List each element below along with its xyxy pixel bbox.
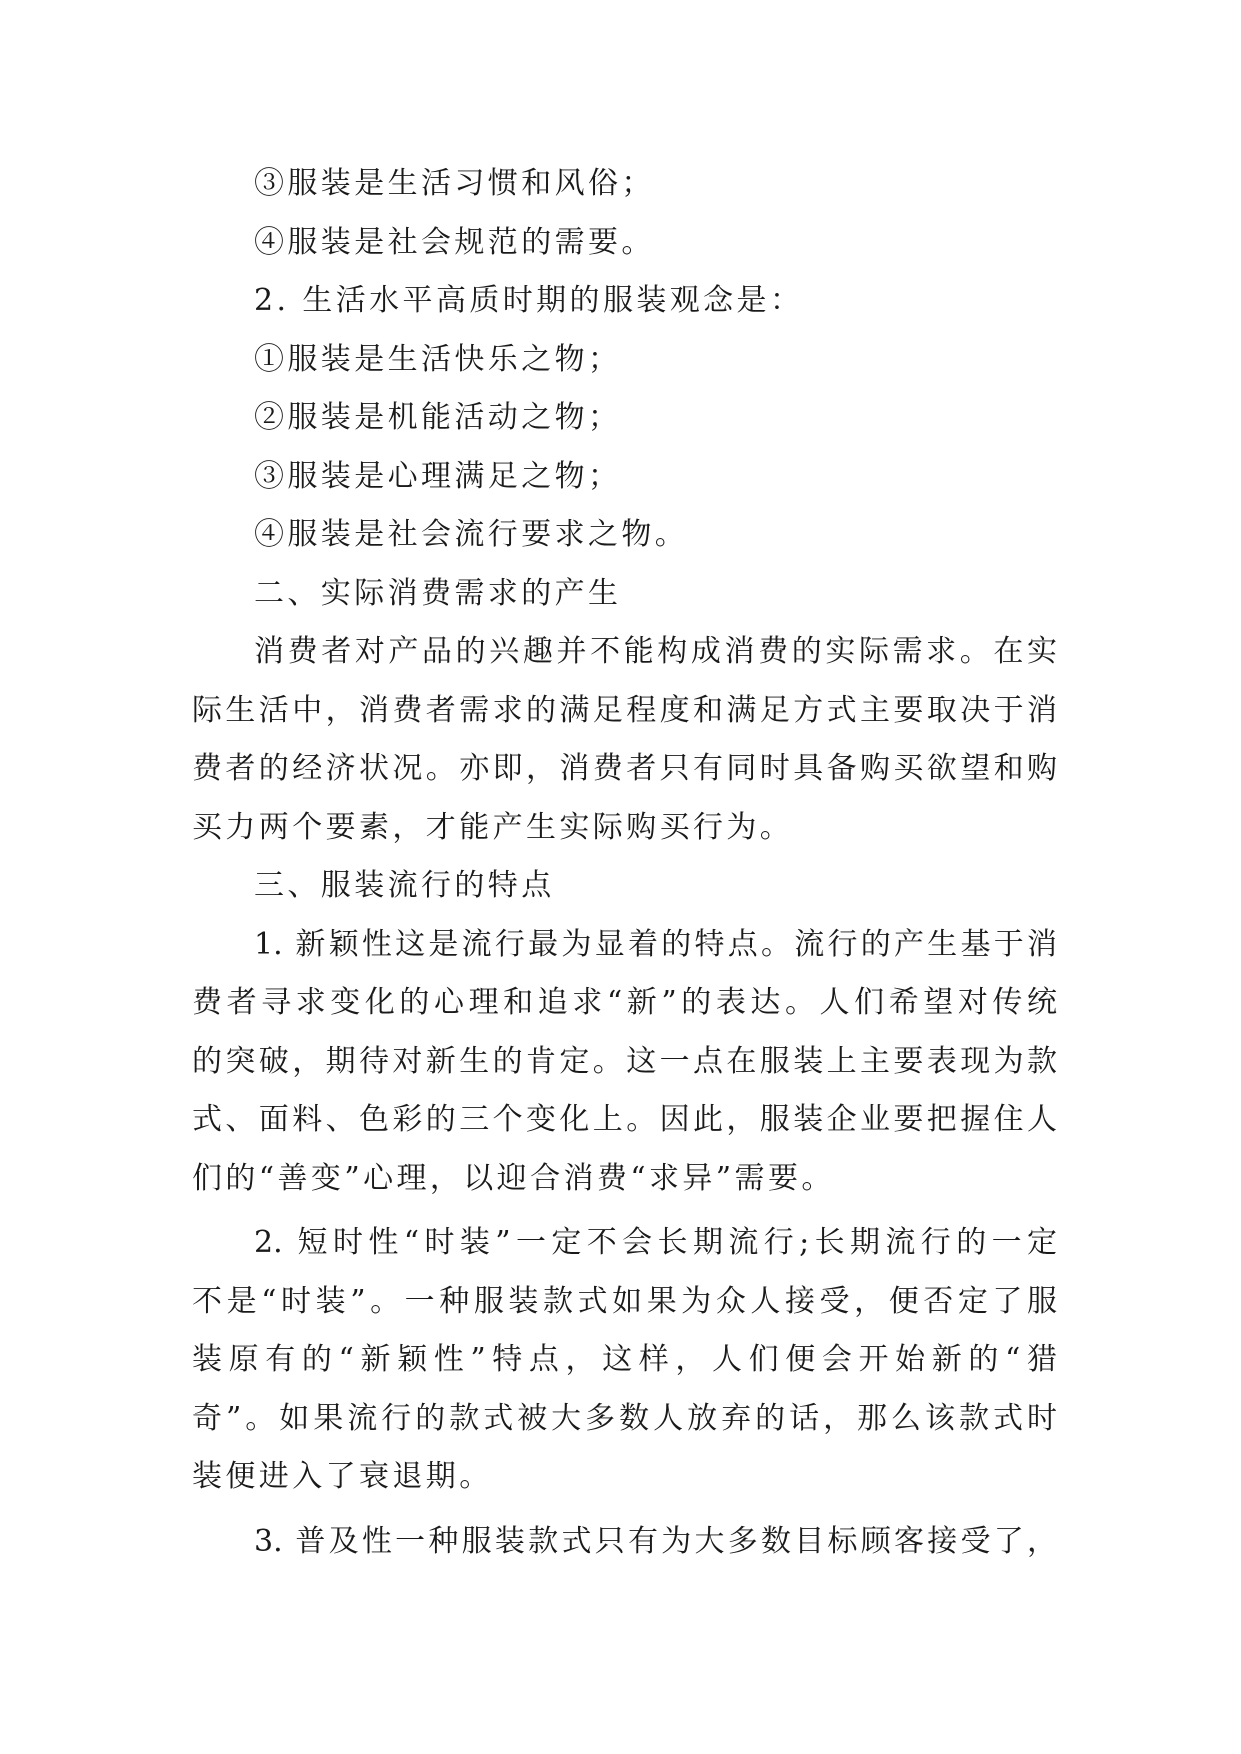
section-subheading: 2. 生活水平高质时期的服装观念是：	[254, 283, 804, 318]
paragraph-line: 不是“时装”。一种服装款式如果为众人接受，便否定了服	[192, 1283, 1057, 1319]
paragraph-line: 费者寻求变化的心理和追求“新”的表达。人们希望对传统	[192, 985, 1057, 1020]
paragraph-line: 买力两个要素，才能产生实际购买行为。	[192, 809, 794, 845]
paragraph-line: 费者的经济状况。亦即，消费者只有同时具备购买欲望和购	[192, 751, 1057, 786]
paragraph-line: 1. 新颖性这是流行最为显着的特点。流行的产生基于消	[254, 926, 1057, 962]
list-item: ④服装是社会规范的需要。	[254, 224, 655, 260]
list-item: ③服装是心理满足之物；	[254, 458, 622, 494]
paragraph-line: 装原有的“新颖性”特点，这样，人们便会开始新的“猎	[192, 1342, 1057, 1377]
paragraph-line: 2. 短时性“时装”一定不会长期流行;长期流行的一定	[254, 1225, 1057, 1260]
list-item: ④服装是社会流行要求之物。	[254, 517, 689, 552]
paragraph-line: 奇”。如果流行的款式被大多数人放弃的话，那么该款式时	[192, 1400, 1057, 1436]
section-heading: 三、服装流行的特点	[254, 868, 555, 903]
paragraph-line: 的突破，期待对新生的肯定。这一点在服装上主要表现为款	[192, 1043, 1057, 1079]
paragraph-line: 装便进入了衰退期。	[192, 1459, 493, 1494]
paragraph-line: 3. 普及性一种服装款式只有为大多数目标顾客接受了，	[254, 1523, 1057, 1559]
paragraph-line: 们的“善变”心理，以迎合消费“求异”需要。	[192, 1160, 835, 1196]
paragraph-line: 消费者对产品的兴趣并不能构成消费的实际需求。在实	[254, 634, 1057, 669]
document-body	[192, 155, 1057, 1571]
paragraph-line: 式、面料、色彩的三个变化上。因此，服装企业要把握住人	[192, 1102, 1057, 1137]
section-heading: 二、实际消费需求的产生	[254, 575, 622, 611]
list-item: ①服装是生活快乐之物；	[254, 341, 622, 377]
paragraph-line: 际生活中，消费者需求的满足程度和满足方式主要取决于消	[192, 692, 1057, 728]
list-item: ③服装是生活习惯和风俗；	[254, 166, 655, 201]
list-item: ②服装是机能活动之物；	[254, 400, 622, 435]
